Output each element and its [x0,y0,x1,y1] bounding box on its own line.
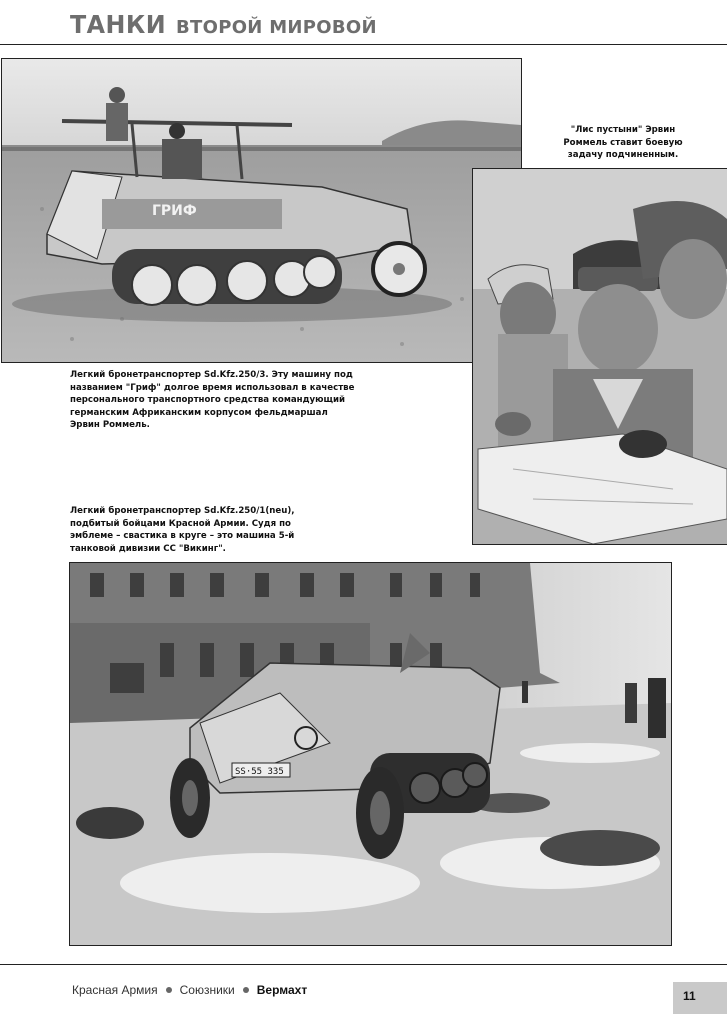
header-title-small: ВТОРОЙ МИРОВОЙ [176,17,377,38]
footer-nav-wehrmacht: Вермахт [256,983,308,997]
photo-rommel-with-map [472,168,727,545]
caption-halftrack-top: Легкий бронетранспортер Sd.Kfz.250/3. Эту машину под названием "Гриф" долгое время использовал в качестве персонального транспортного средства командующий германским Африканским корпусом фельдмаршал Эрвин Роммель. [70,370,355,431]
photo-destroyed-halftrack-city [69,562,672,946]
photo-halftrack-desert [1,58,522,363]
bullet-icon [243,987,249,993]
license-plate: SS·55 335 [235,767,284,777]
footer-nav-allies: Союзники [179,983,235,997]
footer-nav [72,983,307,997]
bullet-icon [166,987,172,993]
footer-nav-red-army: Красная Армия [72,983,158,997]
caption-halftrack-bottom: Легкий бронетранспортер Sd.Kfz.250/1(neu), подбитый бойцами Красной Армии. Судя по эмблеме – свастика в круге – это машина 5-й танковой дивизии СС "Викинг". [70,506,295,554]
caption-rommel-photo: "Лис пустыни" Эрвин Роммель ставит боевую задачу подчиненным. [563,125,683,161]
vehicle-name-plate: ГРИФ [152,203,197,219]
header-title-big: ТАНКИ [70,10,167,39]
page-header [0,0,727,45]
page-number: 11 [673,982,727,1014]
footer-divider [0,964,727,965]
